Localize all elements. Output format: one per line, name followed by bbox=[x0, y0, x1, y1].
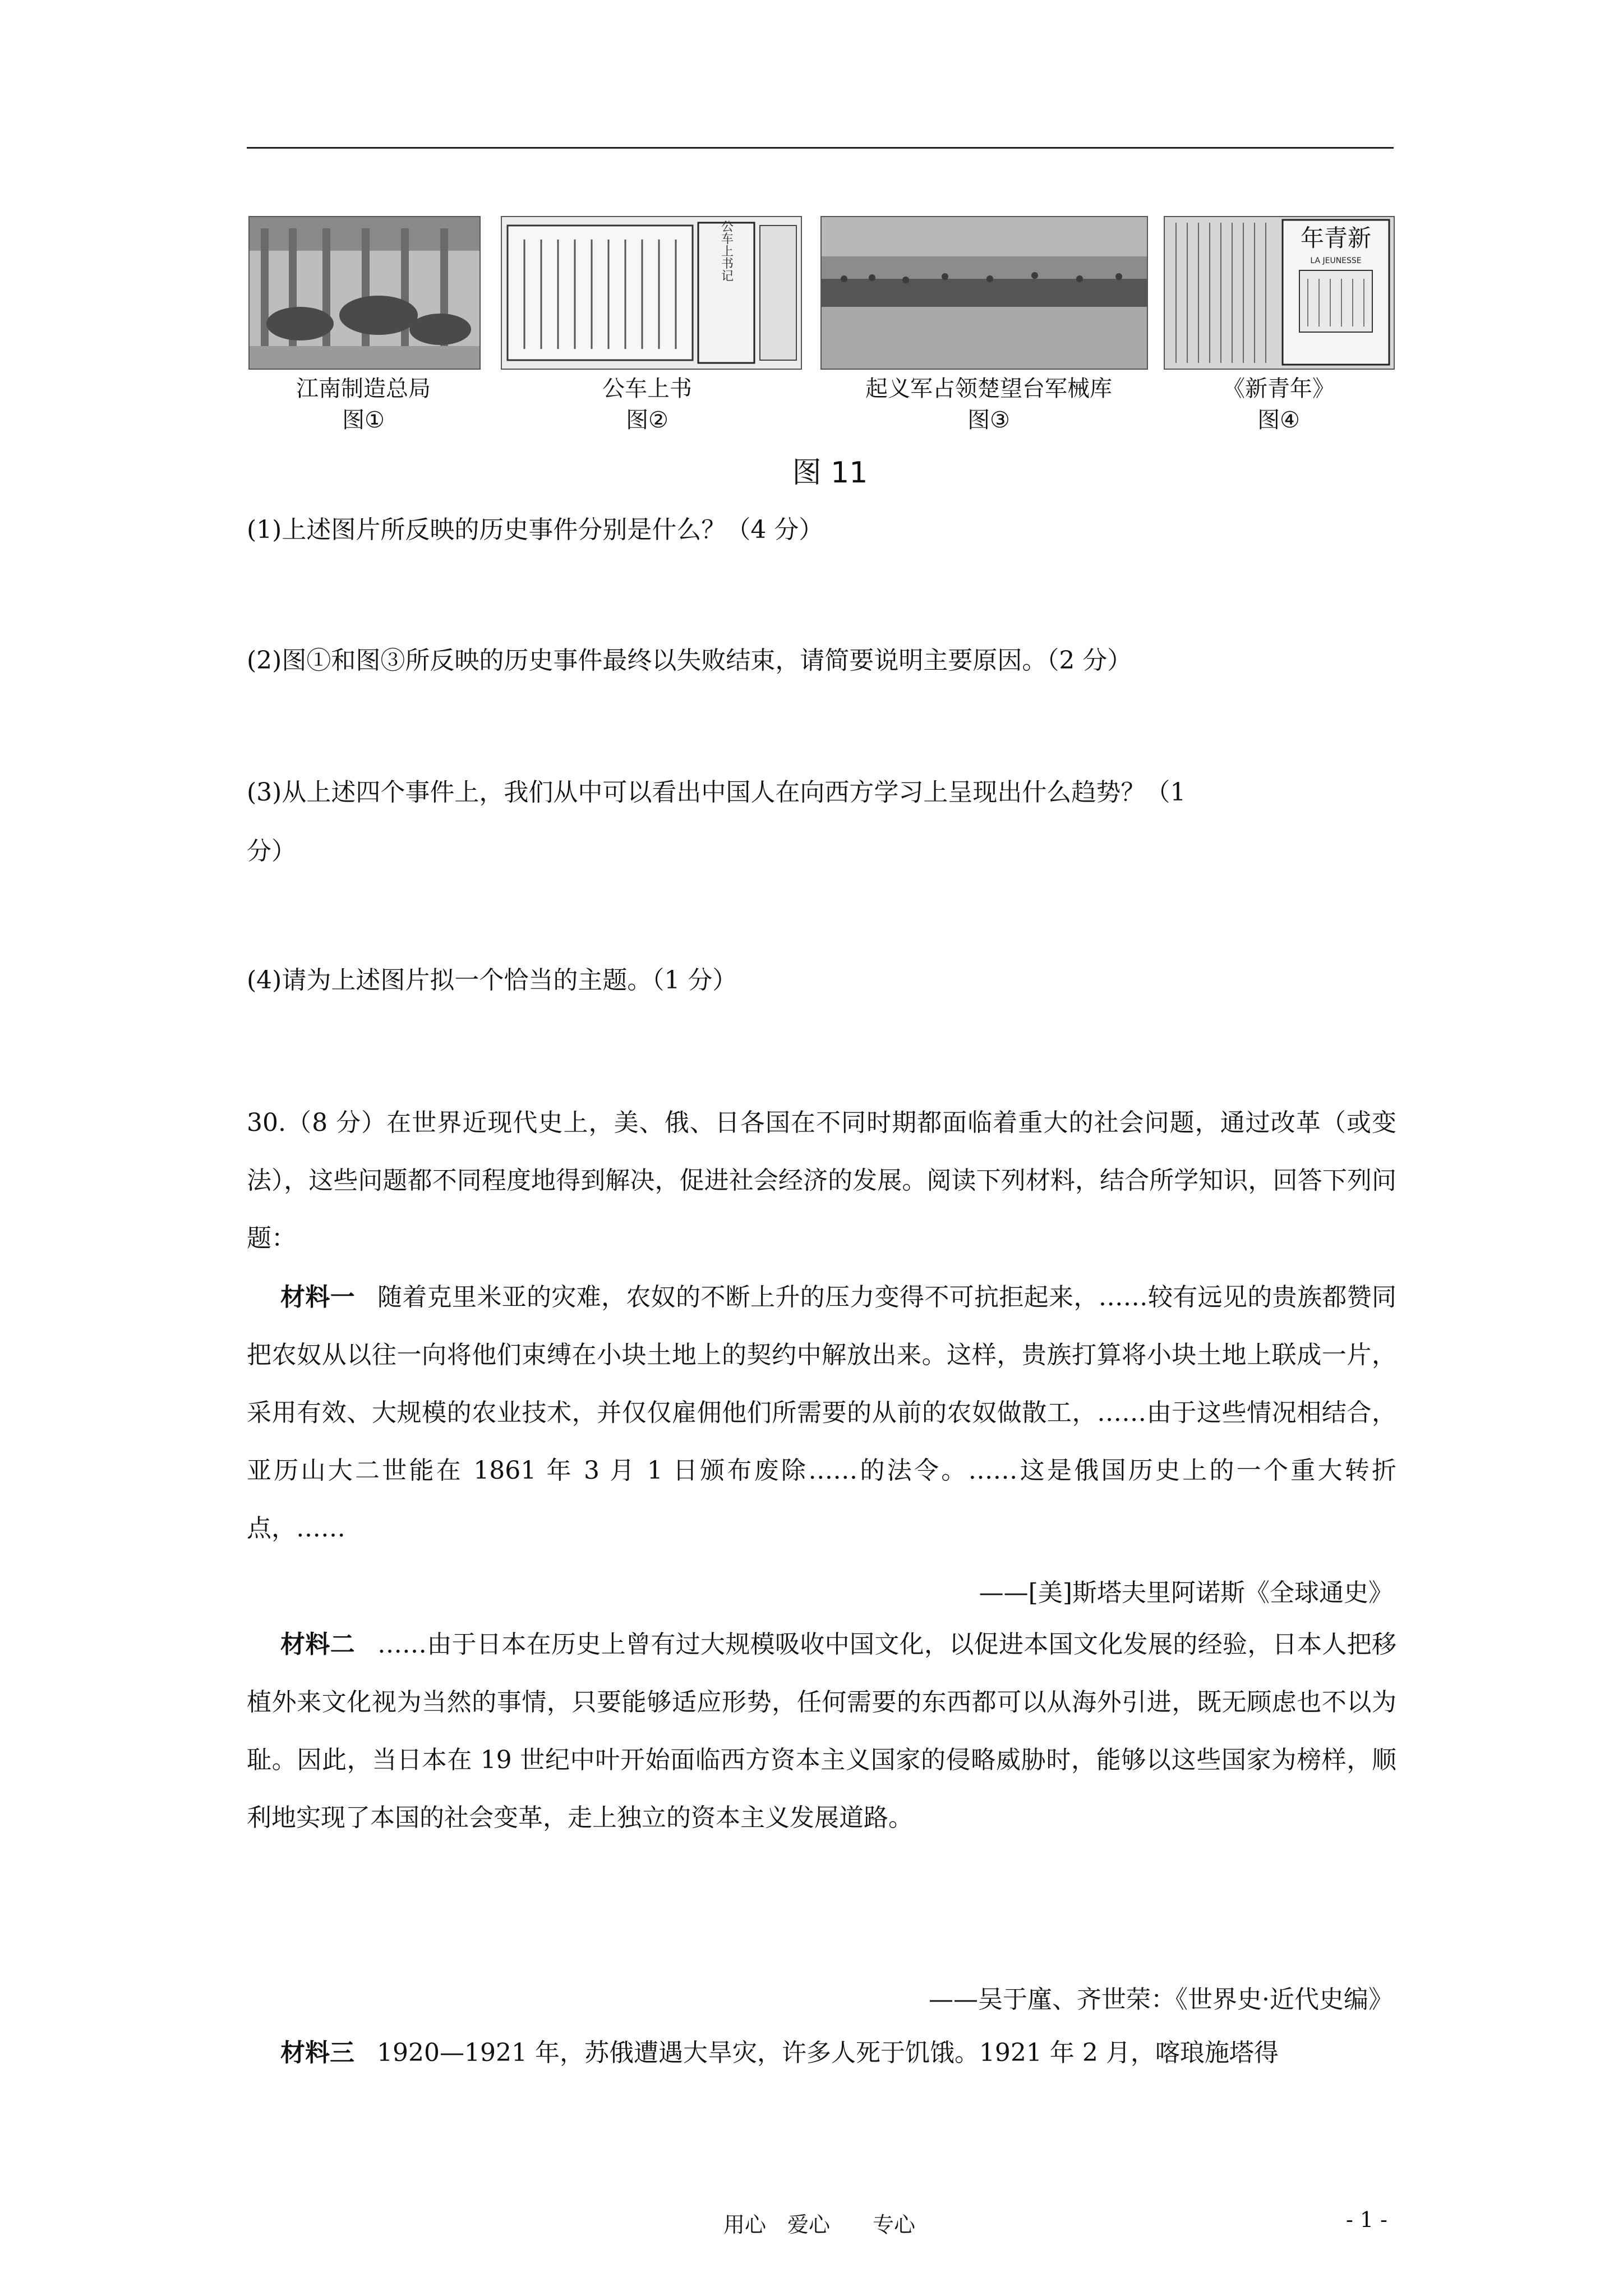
material-2-source: ——吴于廑、齐世荣：《世界史·近代史编》 bbox=[929, 1985, 1393, 2014]
material-3-text: 1920—1921 年，苏俄遭遇大旱灾，许多人死于饥饿。1921 年 2 月，喀琅施塔得 bbox=[377, 2039, 1279, 2067]
figure-1-caption bbox=[234, 373, 492, 436]
question-1: (1)上述图片所反映的历史事件分别是什么？（4 分） bbox=[247, 516, 824, 544]
figure-3-label: 图③ bbox=[967, 407, 1010, 433]
document-title-text: 公车上书记 bbox=[719, 220, 734, 282]
magazine-subtitle-text: LA JEUNESSE bbox=[1310, 256, 1362, 265]
question-3: (3)从上述四个事件上，我们从中可以看出中国人在向西方学习上呈现出什么趋势？（1 bbox=[247, 778, 1186, 807]
figure-3-caption bbox=[832, 373, 1146, 436]
figure-3-image bbox=[820, 216, 1148, 370]
figure-1-image bbox=[248, 216, 481, 370]
material-3 bbox=[247, 2024, 1396, 2082]
figure-4-title: 《新青年》 bbox=[1223, 376, 1335, 402]
figure-2-image bbox=[501, 216, 802, 370]
material-1-text: 随着克里米亚的灾难，农奴的不断上升的压力变得不可抗拒起来，……较有远见的贵族都赞同把农奴从以往一向将他们束缚在小块土地上的契约中解放出来。这样，贵族打算将小块土地上联成一片，采用有效、大规模的农业技术，并仅仅雇佣他们所需要的从前的农奴做散工，……由于这些情况相结合，亚历山大二世能在 1861 年 3 月 1 日颁布废除……的法令。……这是俄国历史上的一个重大转折点，…… bbox=[247, 1283, 1396, 1543]
question-2: (2)图①和图③所反映的历史事件最终以失败结束，请简要说明主要原因。（2 分） bbox=[247, 646, 1132, 675]
question-30-intro: 30.（8 分）在世界近现代史上，美、俄、日各国在不同时期都面临着重大的社会问题，通过改革（或变法），这些问题都不同程度地得到解决，促进社会经济的发展。阅读下列材料，结合所学知识，回答下列问题： bbox=[247, 1108, 1396, 1253]
material-1-label: 材料一 bbox=[280, 1283, 355, 1312]
figure-4-image bbox=[1164, 216, 1395, 370]
figure-3-title: 起义军占领楚望台军械库 bbox=[865, 376, 1112, 402]
question-3-continued: 分） bbox=[247, 837, 296, 866]
magazine-photo bbox=[1165, 217, 1394, 369]
material-1-source: ——[美]斯塔夫里阿诺斯《全球通史》 bbox=[979, 1579, 1393, 1607]
figure-1-label: 图① bbox=[342, 407, 385, 433]
figure-group-title: 图 11 bbox=[792, 456, 868, 490]
magazine-title-text: 年青新 bbox=[1300, 224, 1372, 252]
material-2 bbox=[247, 1616, 1396, 1847]
header-rule bbox=[247, 147, 1394, 149]
material-2-text: ……由于日本在历史上曾有过大规模吸收中国文化，以促进本国文化发展的经验，日本人把移植外来文化视为当然的事情，只要能够适应形势，任何需要的东西都可以从海外引进，既无顾虑也不以为耻。因此，当日本在 19 世纪中叶开始面临西方资本主义国家的侵略威胁时，能够以这些国家为榜样，顺利地实现了本国的社会变革，走上独立的资本主义发展道路。 bbox=[247, 1630, 1396, 1832]
figure-1-title: 江南制造总局 bbox=[296, 376, 431, 402]
footer-motto: 用心 爱心 专心 bbox=[723, 2212, 916, 2237]
factory-photo bbox=[250, 217, 479, 369]
figure-2-caption bbox=[518, 373, 776, 436]
document-photo bbox=[502, 217, 801, 369]
figure-2-label: 图② bbox=[626, 407, 668, 433]
material-2-label: 材料二 bbox=[280, 1630, 355, 1659]
material-1 bbox=[247, 1268, 1396, 1557]
figure-4-label: 图④ bbox=[1257, 407, 1300, 433]
figure-2-title: 公车上书 bbox=[602, 376, 692, 402]
page-number: - 1 - bbox=[1346, 2207, 1388, 2232]
soldiers-photo bbox=[822, 217, 1147, 369]
material-3-label: 材料三 bbox=[280, 2039, 354, 2067]
figure-4-caption bbox=[1150, 373, 1408, 436]
question-4: (4)请为上述图片拟一个恰当的主题。（1 分） bbox=[247, 966, 737, 995]
